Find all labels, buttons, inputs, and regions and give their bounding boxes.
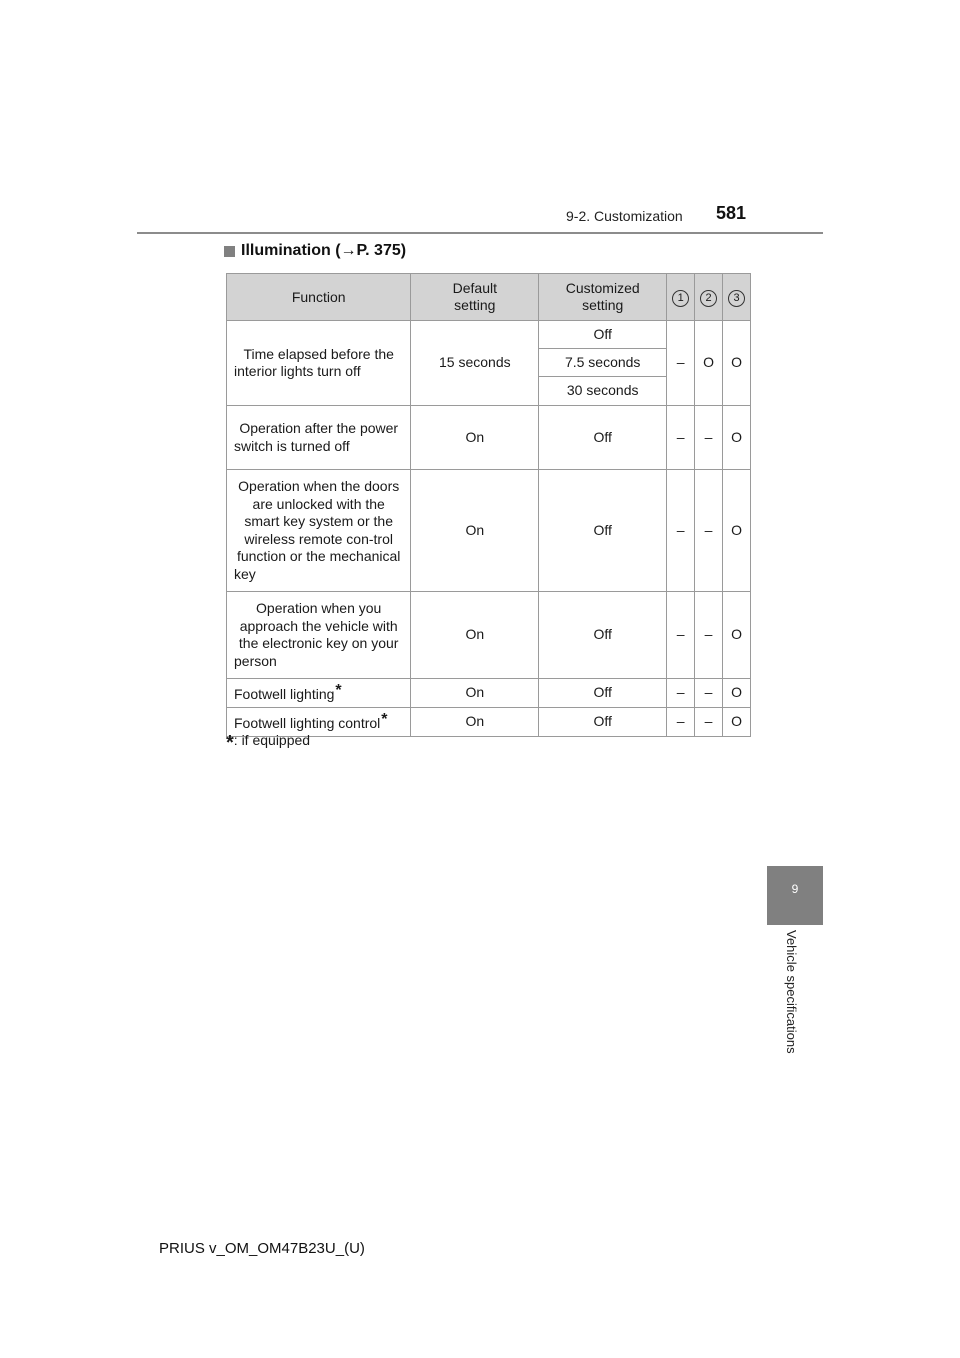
col3-cell: O	[723, 470, 751, 592]
col3-cell: O	[723, 406, 751, 470]
column-header-1	[667, 274, 695, 321]
table-row	[227, 470, 751, 592]
default-cell: On	[411, 470, 539, 592]
customized-cell: Off	[539, 470, 667, 592]
function-cell: Operation when the doors are unlocked with the smart key system or the wireless remote con-trol function or the mechanical key	[227, 470, 411, 592]
table-row	[227, 406, 751, 470]
default-cell: On	[411, 707, 539, 736]
document-id: PRIUS v_OM_OM47B23U_(U)	[159, 1240, 365, 1257]
arrow-right-icon: →	[340, 242, 357, 259]
table-row	[227, 592, 751, 679]
col3-cell: O	[723, 592, 751, 679]
customized-cell: 7.5 seconds	[539, 349, 667, 377]
chapter-number: 9	[791, 882, 799, 896]
function-cell: Time elapsed before the interior lights turn off	[227, 321, 411, 406]
col2-cell: –	[695, 470, 723, 592]
header-divider	[137, 232, 823, 234]
col2-cell: O	[695, 321, 723, 406]
customized-cell: Off	[539, 592, 667, 679]
customized-cell: Off	[539, 679, 667, 708]
page-number: 581	[716, 203, 747, 223]
default-cell: 15 seconds	[411, 321, 539, 406]
heading-text: Illumination (→P. 375)	[241, 242, 407, 259]
function-cell: Footwell lighting control*	[227, 707, 411, 736]
function-cell: Operation when you approach the vehicle with the electronic key on your person	[227, 592, 411, 679]
customized-cell: 30 seconds	[539, 377, 667, 406]
col1-cell: –	[667, 679, 695, 708]
default-cell: On	[411, 406, 539, 470]
customized-cell: Off	[539, 321, 667, 349]
col2-cell: –	[695, 707, 723, 736]
asterisk-icon: *	[335, 682, 342, 699]
footnote	[226, 732, 310, 755]
column-header-customized: Customized setting	[539, 274, 667, 321]
section-heading	[224, 242, 406, 260]
column-header-function: Function	[227, 274, 411, 321]
col3-cell: O	[723, 707, 751, 736]
function-cell: Operation after the power switch is turned off	[227, 406, 411, 470]
col2-cell: –	[695, 406, 723, 470]
col2-cell: –	[695, 679, 723, 708]
function-cell: Footwell lighting*	[227, 679, 411, 708]
customized-cell: Off	[539, 707, 667, 736]
column-header-2	[695, 274, 723, 321]
column-header-default: Default setting	[411, 274, 539, 321]
table-row	[227, 679, 751, 708]
circled-one-icon: 1	[672, 290, 689, 307]
col1-cell: –	[667, 470, 695, 592]
asterisk-icon: *	[381, 710, 388, 728]
customization-table	[226, 273, 751, 737]
column-header-3	[723, 274, 751, 321]
chapter-tab-label: Vehicle specifications	[784, 930, 799, 1054]
table-row	[227, 321, 751, 349]
chapter-tab	[767, 866, 823, 925]
customized-cell: Off	[539, 406, 667, 470]
circled-two-icon: 2	[700, 290, 717, 307]
square-bullet-icon	[224, 246, 235, 257]
default-cell: On	[411, 679, 539, 708]
asterisk-icon: *	[226, 732, 234, 754]
col1-cell: –	[667, 707, 695, 736]
col3-cell: O	[723, 679, 751, 708]
col2-cell: –	[695, 592, 723, 679]
header-section-title: 9-2. Customization	[566, 208, 683, 224]
col1-cell: –	[667, 406, 695, 470]
footnote-text: : if equipped	[233, 732, 311, 748]
col1-cell: –	[667, 321, 695, 406]
col1-cell: –	[667, 592, 695, 679]
col3-cell: O	[723, 321, 751, 406]
table-header-row	[227, 274, 751, 321]
default-cell: On	[411, 592, 539, 679]
circled-three-icon: 3	[728, 290, 745, 307]
